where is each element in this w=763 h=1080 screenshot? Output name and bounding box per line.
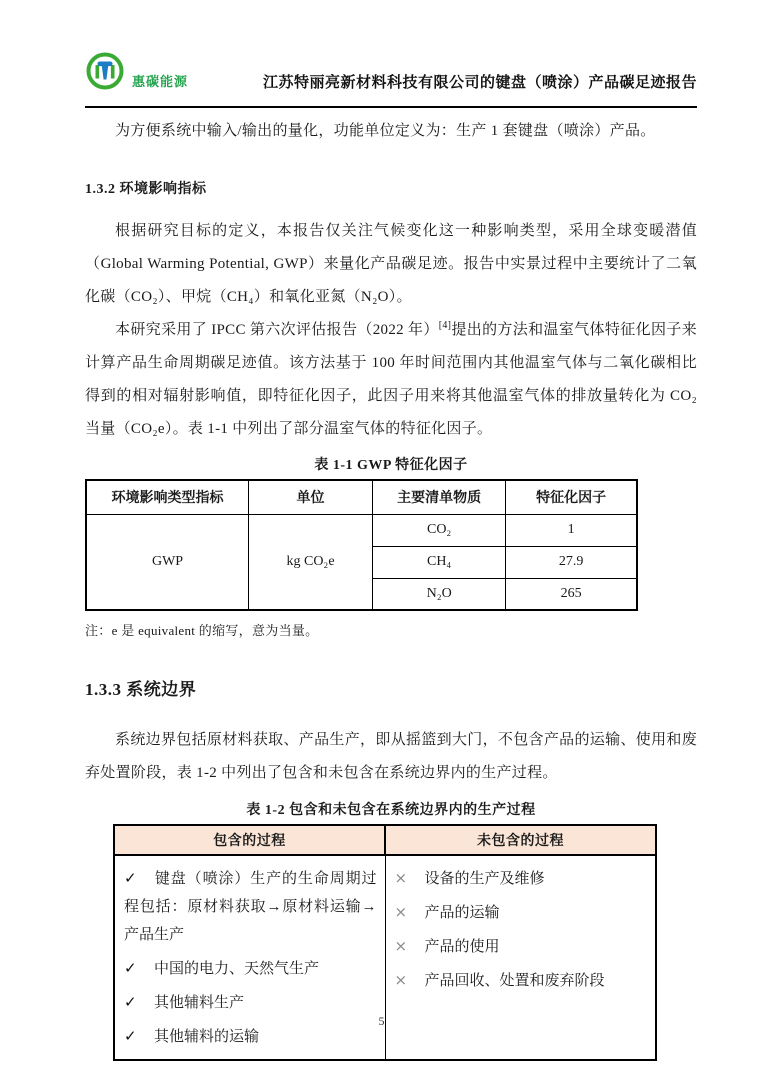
table1-caption: 表 1-1 GWP 特征化因子: [314, 458, 468, 473]
table1-cell-unit: kg CO₂e: [249, 514, 373, 610]
gwp-paragraph: 根据研究目标的定义，本报告仅关注气候变化这一种影响类型，采用全球变暖潜值（Global Warming Potential, GWP）来量化产品碳足迹。报告中实景过程中主要统计了二氧化碳（CO₂）、甲烷（CH₄）和氧化亚氮（N₂O）。: [85, 223, 697, 305]
table2-caption: 表 1-2 包含和未包含在系统边界内的生产过程: [246, 803, 536, 818]
table-row: [114, 825, 656, 855]
table1-cell-substance: CO₂: [373, 514, 506, 546]
table1-cell-factor: 1: [506, 514, 637, 546]
table1-note: 注：e 是 equivalent 的缩写，意为当量。: [85, 623, 319, 638]
ipcc-text-after: 提出的方法和温室气体特征化因子来计算产品生命周期碳足迹值。该方法基于 100 年时间范围内其他温室气体与二氧化碳相比得到的相对辐射影响值，即特征化因子，此因子用来将其他温室气体的排放量转化为 CO₂ 当量（CO₂e）。表 1-1 中列出了部分温室气体的特征化因子。: [85, 322, 697, 437]
page-footer: [0, 1012, 763, 1030]
table1-header-indicator: 环境影响类型指标: [86, 480, 249, 514]
included-process-text: 其他辅料的运输: [154, 1029, 260, 1045]
table1-cell-factor: 27.9: [506, 546, 637, 578]
excluded-process-text: 设备的生产及维修: [424, 871, 545, 887]
table2-header-excluded: 未包含的过程: [385, 825, 656, 855]
section-heading-132: 1.3.2 环境影响指标: [85, 182, 207, 197]
brand-logo-icon: [85, 51, 125, 91]
list-item: [124, 954, 377, 983]
table-row: [86, 514, 637, 546]
excluded-process-list: [395, 864, 648, 995]
excluded-process-text: 产品的运输: [424, 905, 500, 921]
cross-icon: ×: [394, 937, 408, 955]
document-title: 江苏特丽亮新材料科技有限公司的键盘（喷涂）产品碳足迹报告: [262, 75, 697, 91]
list-item: [395, 864, 648, 893]
citation-ref: [4]: [438, 320, 452, 331]
included-process-text: 键盘（喷涂）生产的生命周期过程包括：原材料获取→原材料运输→产品生产: [124, 871, 377, 943]
table-row: [86, 480, 637, 514]
brand-name: 惠碳能源: [132, 74, 189, 89]
table1-cell-indicator: GWP: [86, 514, 249, 610]
included-process-text: 其他辅料生产: [154, 995, 245, 1011]
cross-icon: ×: [394, 971, 408, 989]
table1-header-unit: 单位: [249, 480, 373, 514]
functional-unit-paragraph: 为方便系统中输入/输出的量化，功能单位定义为：生产 1 套键盘（喷涂）产品。: [115, 123, 656, 139]
table1-header-substance: 主要清单物质: [373, 480, 506, 514]
table1-cell-factor: 265: [506, 578, 637, 610]
check-icon: ✓: [124, 993, 137, 1011]
system-boundary-paragraph: 系统边界包括原材料获取、产品生产，即从摇篮到大门，不包含产品的运输、使用和废弃处置阶段，表 1-2 中列出了包含和未包含在系统边界内的生产过程。: [85, 732, 697, 781]
excluded-process-text: 产品回收、处置和废弃阶段: [424, 973, 605, 989]
table1-cell-substance: N₂O: [373, 578, 506, 610]
check-icon: ✓: [124, 869, 137, 887]
table1-header-factor: 特征化因子: [506, 480, 637, 514]
section-heading-133: 1.3.3 系统边界: [85, 680, 197, 699]
check-icon: ✓: [124, 959, 137, 977]
header-rule: [85, 106, 697, 108]
page-body: [85, 115, 697, 1061]
cross-icon: ×: [394, 869, 408, 887]
list-item: [395, 932, 648, 961]
page-number: 5: [378, 1014, 385, 1028]
table2-header-included: 包含的过程: [114, 825, 385, 855]
ipcc-paragraph: [85, 314, 697, 446]
gwp-factors-table: [85, 479, 638, 611]
list-item: [124, 864, 377, 949]
check-icon: ✓: [124, 1027, 137, 1045]
included-process-text: 中国的电力、天然气生产: [154, 961, 320, 977]
page-header: [85, 48, 697, 94]
list-item: [395, 966, 648, 995]
cross-icon: ×: [394, 903, 408, 921]
list-item: [395, 898, 648, 927]
table1-cell-substance: CH₄: [373, 546, 506, 578]
excluded-process-text: 产品的使用: [424, 939, 500, 955]
ipcc-text-before: 本研究采用了 IPCC 第六次评估报告（2022 年）: [115, 322, 439, 338]
